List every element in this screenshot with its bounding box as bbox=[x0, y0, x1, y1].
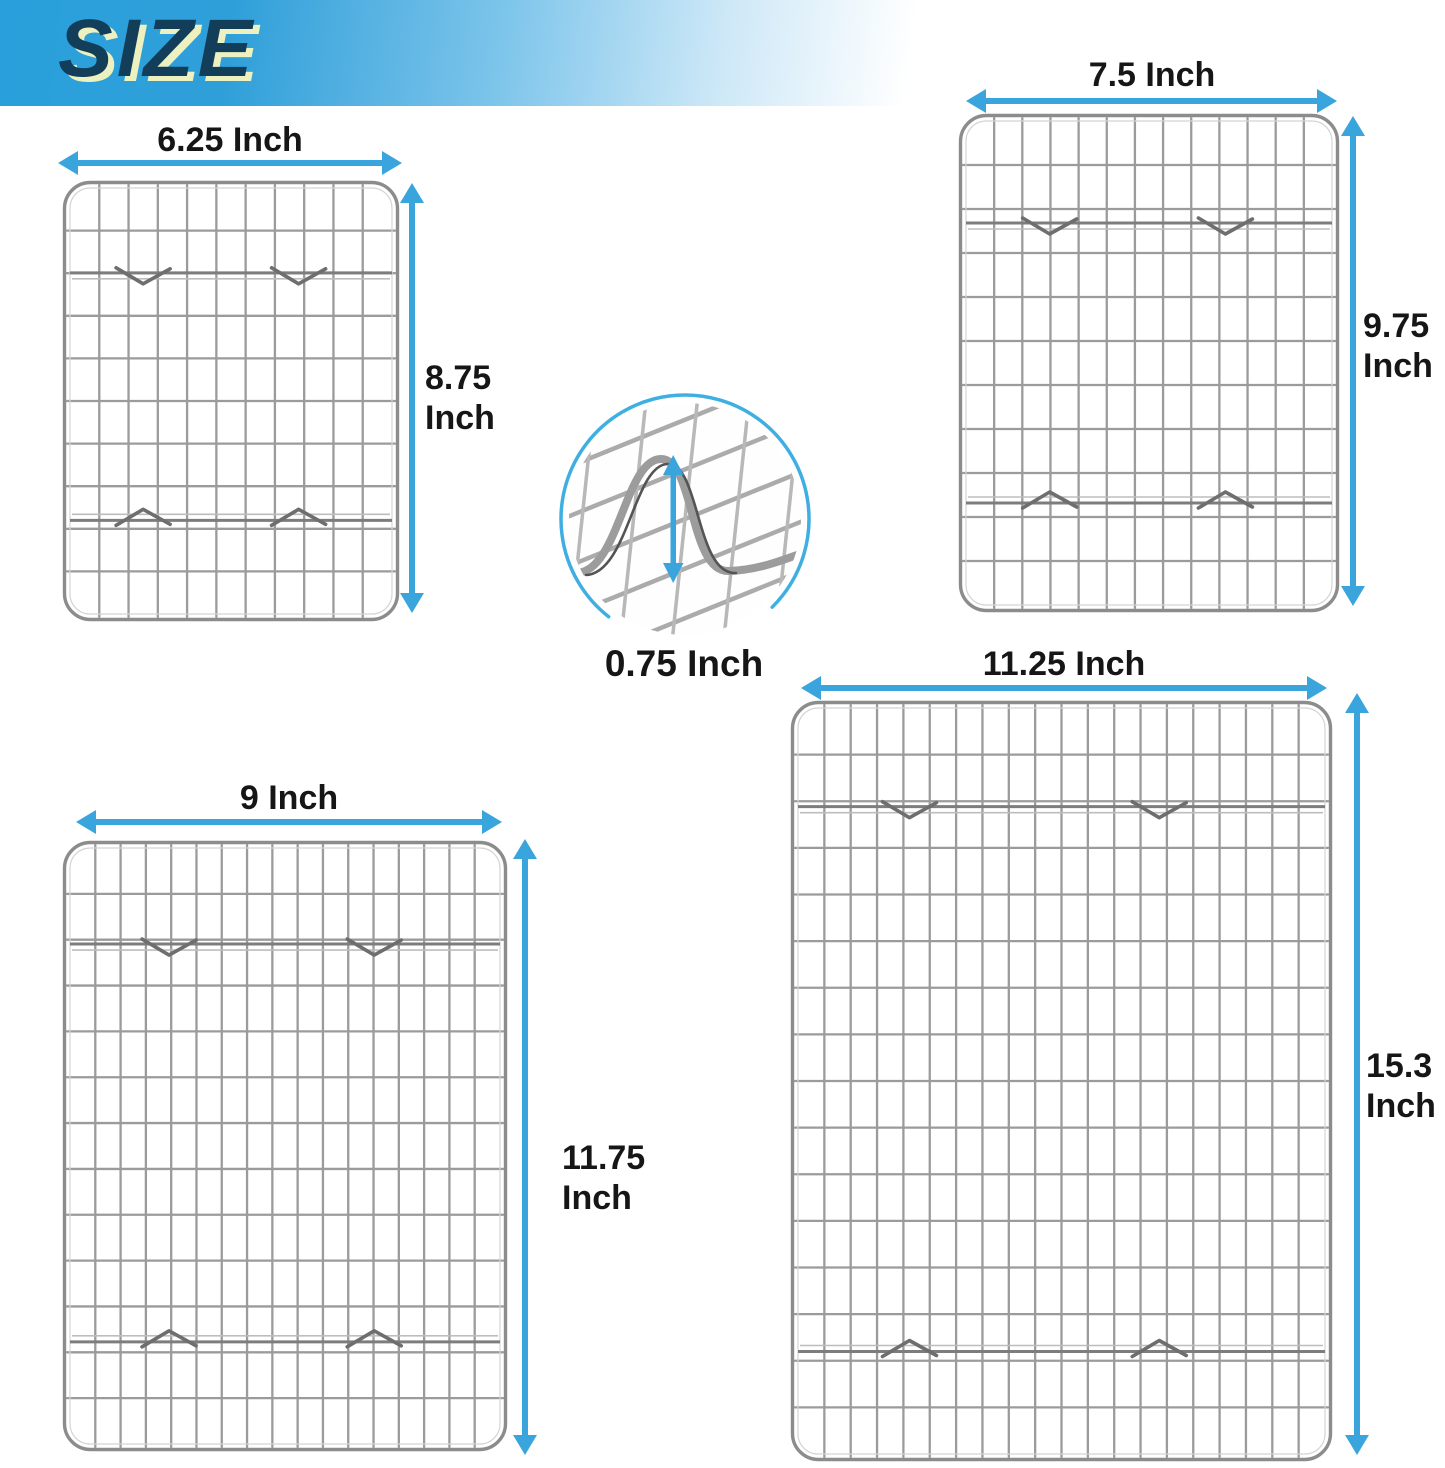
rack-width-label: 7.5 Inch bbox=[1088, 56, 1216, 94]
width-measure-arrow bbox=[985, 98, 1318, 104]
rack-width-label: 9 Inch bbox=[239, 779, 339, 817]
rack-height-label: 11.75 Inch bbox=[562, 1139, 646, 1218]
cooling-rack-medium bbox=[62, 840, 508, 1452]
rack-width-label: 11.25 Inch bbox=[982, 645, 1146, 683]
cooling-rack-extra-small bbox=[62, 180, 400, 622]
width-measure-arrow bbox=[77, 160, 383, 166]
zoom-detail-circle bbox=[552, 386, 818, 652]
rack-width-label: 6.25 Inch bbox=[157, 121, 303, 159]
rack-height-label: 15.3 Inch bbox=[1366, 1047, 1436, 1126]
height-measure-arrow bbox=[1350, 135, 1356, 587]
rack-height-label: 9.75 Inch bbox=[1363, 307, 1433, 386]
height-measure-arrow bbox=[1354, 712, 1360, 1436]
page-title: SIZE bbox=[58, 3, 257, 94]
height-measure-arrow bbox=[409, 202, 415, 594]
height-measure-arrow bbox=[522, 858, 528, 1436]
cooling-rack-large bbox=[790, 700, 1333, 1462]
rack-height-label: 8.75 Inch bbox=[425, 359, 495, 438]
cooling-rack-small bbox=[958, 113, 1340, 613]
width-measure-arrow bbox=[820, 685, 1308, 691]
width-measure-arrow bbox=[95, 819, 483, 825]
detail-height-label: 0.75 Inch bbox=[604, 643, 764, 684]
